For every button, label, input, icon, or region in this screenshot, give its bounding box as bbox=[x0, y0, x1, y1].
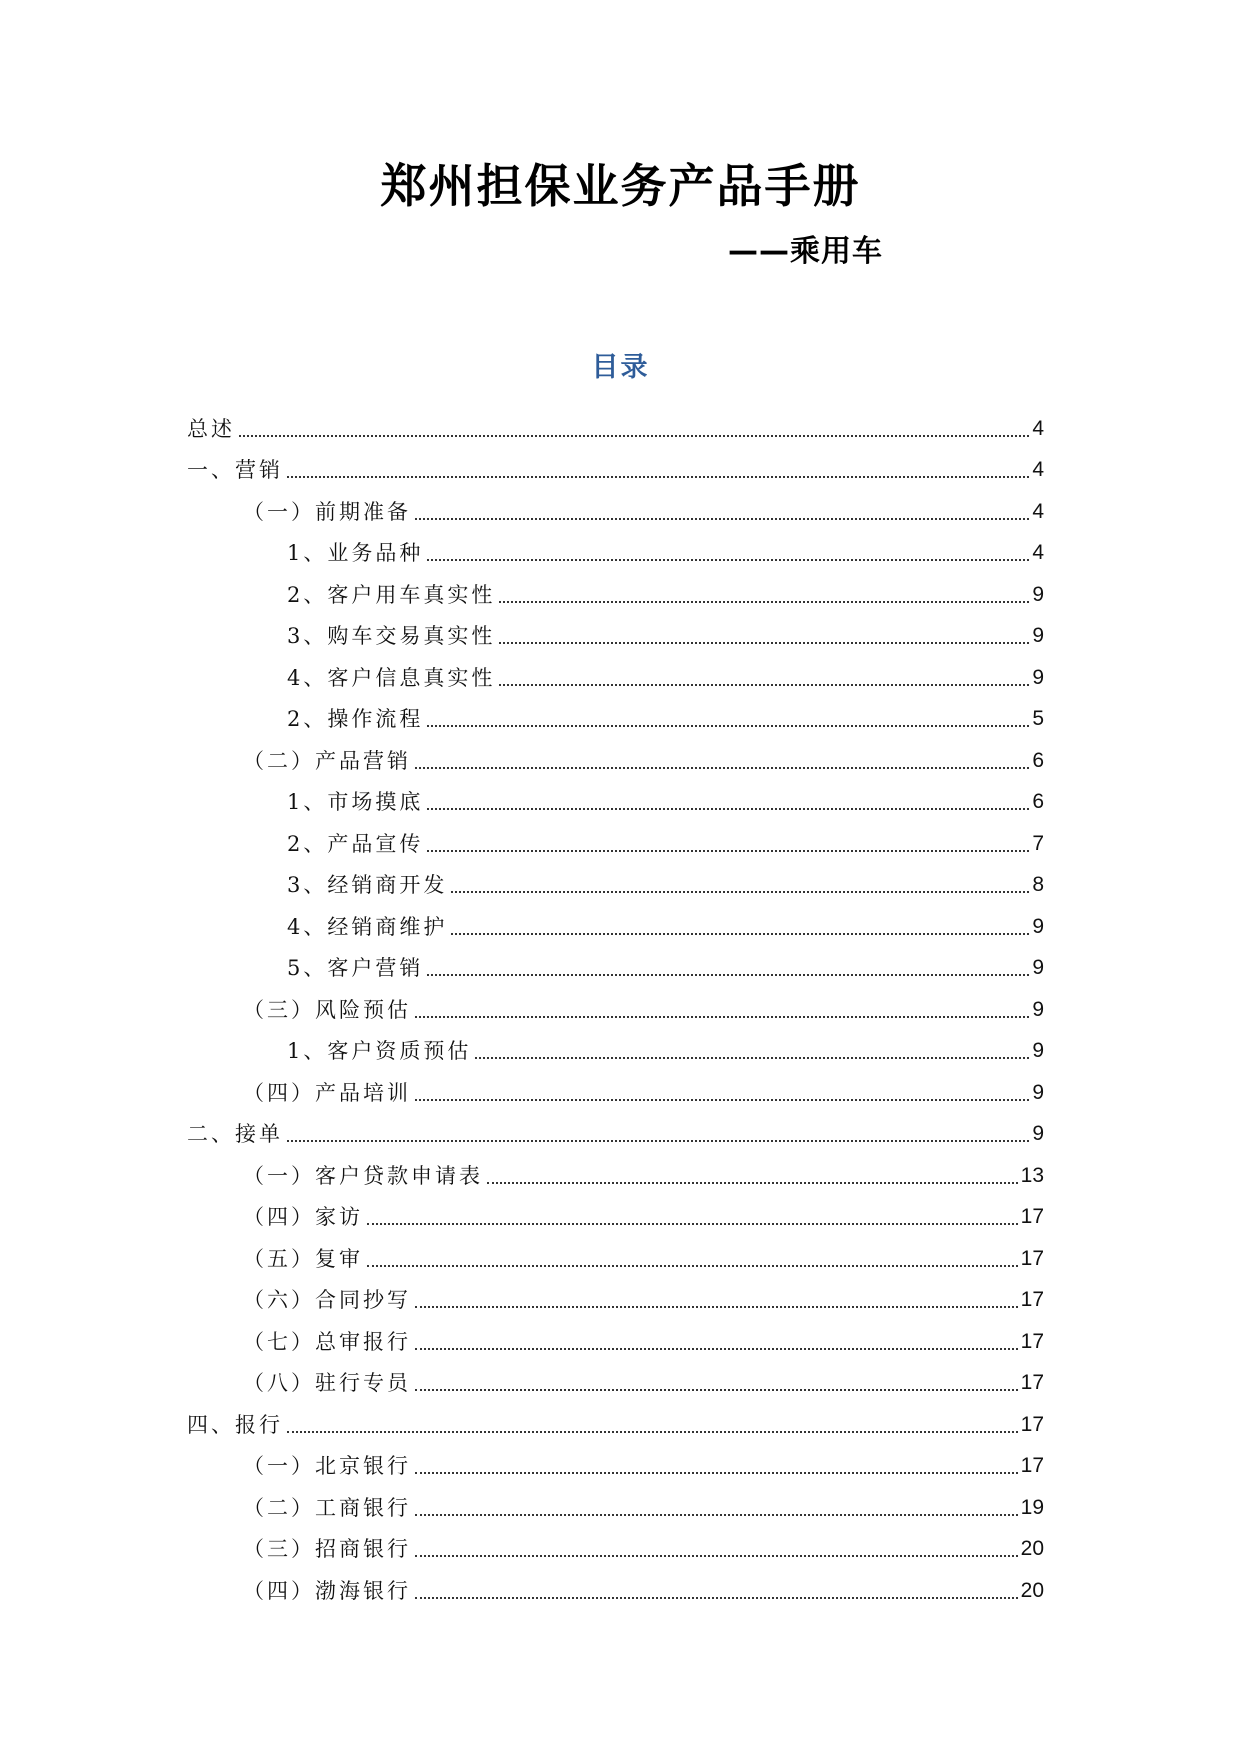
toc-entry[interactable] bbox=[187, 569, 1044, 611]
toc-entry-title: （一）客户贷款申请表 bbox=[243, 1163, 483, 1188]
toc-dot-leader bbox=[367, 1265, 1018, 1267]
toc-entry[interactable] bbox=[187, 1358, 1044, 1400]
toc-dot-leader bbox=[427, 559, 1029, 561]
toc-dot-leader bbox=[451, 891, 1029, 893]
toc-entry[interactable] bbox=[187, 860, 1044, 902]
toc-entry-title: （二）工商银行 bbox=[243, 1495, 411, 1520]
toc-entry[interactable] bbox=[187, 1150, 1044, 1192]
toc-entry[interactable] bbox=[187, 984, 1044, 1026]
toc-entry[interactable] bbox=[187, 528, 1044, 570]
toc-entry[interactable] bbox=[187, 694, 1044, 736]
document-subtitle: ——乘用车 bbox=[728, 234, 883, 269]
toc-entry[interactable] bbox=[187, 1275, 1044, 1317]
toc-entry-title: （四）家访 bbox=[243, 1205, 363, 1229]
toc-dot-leader bbox=[487, 1182, 1018, 1184]
toc-dot-leader bbox=[415, 1472, 1018, 1474]
toc-dot-leader bbox=[475, 1057, 1029, 1059]
toc-entry-page-number: 17 bbox=[1020, 1288, 1044, 1311]
toc-heading: 目录 bbox=[591, 352, 650, 383]
toc-dot-leader bbox=[367, 1223, 1018, 1225]
toc-entry[interactable] bbox=[187, 1524, 1044, 1566]
toc-entry-title: （六）合同抄写 bbox=[243, 1288, 411, 1312]
toc-entry-title: （四）渤海银行 bbox=[243, 1578, 411, 1603]
toc-dot-leader bbox=[427, 974, 1029, 976]
toc-entry-page-number: 9 bbox=[1032, 624, 1044, 647]
toc-entry-title: 5、客户营销 bbox=[287, 956, 424, 980]
toc-dot-leader bbox=[287, 1140, 1029, 1142]
toc-entry-page-number: 9 bbox=[1032, 1039, 1044, 1062]
toc-entry-page-number: 17 bbox=[1020, 1246, 1044, 1270]
toc-dot-leader bbox=[427, 850, 1029, 852]
toc-entry-title: （三）风险预估 bbox=[243, 997, 411, 1022]
toc-entry[interactable] bbox=[187, 1192, 1044, 1234]
table-of-contents bbox=[187, 403, 1044, 1607]
toc-entry[interactable] bbox=[187, 901, 1044, 943]
toc-entry-title: （一）前期准备 bbox=[243, 499, 411, 524]
toc-entry-page-number: 9 bbox=[1032, 582, 1044, 606]
toc-dot-leader bbox=[239, 435, 1029, 437]
toc-dot-leader bbox=[415, 1306, 1018, 1308]
toc-entry-page-number: 17 bbox=[1020, 1412, 1044, 1436]
toc-entry-title: 1、业务品种 bbox=[287, 541, 424, 565]
toc-entry-title: （二）产品营销 bbox=[243, 748, 411, 773]
toc-entry-page-number: 20 bbox=[1020, 1578, 1044, 1602]
toc-dot-leader bbox=[415, 1514, 1018, 1516]
toc-entry-page-number: 9 bbox=[1032, 997, 1044, 1021]
toc-dot-leader bbox=[415, 1099, 1029, 1101]
toc-entry[interactable] bbox=[187, 652, 1044, 694]
toc-entry-page-number: 13 bbox=[1020, 1163, 1044, 1187]
toc-entry[interactable] bbox=[187, 818, 1044, 860]
toc-entry-page-number: 9 bbox=[1032, 1080, 1044, 1104]
toc-entry-page-number: 4 bbox=[1032, 416, 1044, 440]
toc-dot-leader bbox=[499, 684, 1029, 686]
toc-entry-page-number: 4 bbox=[1032, 458, 1044, 481]
toc-entry[interactable] bbox=[187, 403, 1044, 445]
toc-entry-title: 3、购车交易真实性 bbox=[287, 624, 496, 648]
toc-entry-title: （五）复审 bbox=[243, 1246, 363, 1271]
toc-dot-leader bbox=[415, 1597, 1018, 1599]
toc-dot-leader bbox=[415, 1348, 1018, 1350]
toc-entry-title: （七）总审报行 bbox=[243, 1329, 411, 1354]
toc-entry[interactable] bbox=[187, 1233, 1044, 1275]
toc-entry-page-number: 20 bbox=[1020, 1537, 1044, 1560]
toc-entry[interactable] bbox=[187, 1482, 1044, 1524]
toc-entry-page-number: 19 bbox=[1020, 1495, 1044, 1519]
toc-entry[interactable] bbox=[187, 1399, 1044, 1441]
toc-entry-page-number: 5 bbox=[1032, 707, 1044, 730]
toc-entry-page-number: 9 bbox=[1032, 914, 1044, 938]
toc-entry[interactable] bbox=[187, 1026, 1044, 1068]
toc-entry[interactable] bbox=[187, 943, 1044, 985]
toc-entry-page-number: 17 bbox=[1020, 1371, 1044, 1394]
toc-entry-title: （三）招商银行 bbox=[243, 1537, 411, 1561]
toc-entry-page-number: 9 bbox=[1032, 1122, 1044, 1145]
toc-entry-page-number: 17 bbox=[1020, 1454, 1044, 1477]
toc-entry[interactable] bbox=[187, 1109, 1044, 1151]
toc-dot-leader bbox=[427, 725, 1029, 727]
toc-entry-page-number: 8 bbox=[1032, 873, 1044, 896]
toc-entry-title: 4、客户信息真实性 bbox=[287, 665, 496, 690]
toc-entry-title: 4、经销商维护 bbox=[287, 914, 448, 939]
toc-entry-title: 二、接单 bbox=[187, 1122, 283, 1146]
toc-entry-title: 2、操作流程 bbox=[287, 707, 424, 731]
toc-entry-page-number: 6 bbox=[1032, 748, 1044, 772]
toc-dot-leader bbox=[451, 933, 1029, 935]
toc-dot-leader bbox=[415, 518, 1029, 520]
toc-entry-title: 2、客户用车真实性 bbox=[287, 582, 496, 607]
toc-entry[interactable] bbox=[187, 611, 1044, 653]
document-title: 郑州担保业务产品手册 bbox=[380, 159, 861, 213]
toc-entry[interactable] bbox=[187, 1565, 1044, 1607]
toc-entry-page-number: 17 bbox=[1020, 1205, 1044, 1228]
toc-entry[interactable] bbox=[187, 1316, 1044, 1358]
toc-entry[interactable] bbox=[187, 735, 1044, 777]
toc-entry-title: 2、产品宣传 bbox=[287, 831, 424, 856]
toc-entry-page-number: 9 bbox=[1032, 956, 1044, 979]
toc-entry[interactable] bbox=[187, 486, 1044, 528]
toc-entry-title: 总述 bbox=[187, 416, 235, 441]
toc-entry-title: （八）驻行专员 bbox=[243, 1371, 411, 1395]
toc-entry-page-number: 7 bbox=[1032, 831, 1044, 855]
toc-dot-leader bbox=[287, 1431, 1018, 1433]
toc-entry-title: 1、市场摸底 bbox=[287, 790, 424, 814]
toc-entry[interactable] bbox=[187, 1441, 1044, 1483]
toc-entry-page-number: 9 bbox=[1032, 665, 1044, 689]
toc-entry-page-number: 4 bbox=[1032, 499, 1044, 523]
toc-entry-title: 1、客户资质预估 bbox=[287, 1039, 472, 1063]
toc-dot-leader bbox=[415, 1389, 1018, 1391]
toc-entry-title: 3、经销商开发 bbox=[287, 873, 448, 897]
toc-dot-leader bbox=[415, 767, 1029, 769]
toc-dot-leader bbox=[499, 601, 1029, 603]
toc-dot-leader bbox=[427, 808, 1029, 810]
toc-entry-title: 四、报行 bbox=[187, 1412, 283, 1437]
toc-dot-leader bbox=[287, 476, 1029, 478]
toc-entry-page-number: 6 bbox=[1032, 790, 1044, 813]
toc-entry[interactable] bbox=[187, 777, 1044, 819]
toc-entry[interactable] bbox=[187, 1067, 1044, 1109]
toc-entry-page-number: 17 bbox=[1020, 1329, 1044, 1353]
toc-entry-page-number: 4 bbox=[1032, 541, 1044, 564]
toc-entry-title: （一）北京银行 bbox=[243, 1454, 411, 1478]
toc-entry[interactable] bbox=[187, 445, 1044, 487]
toc-dot-leader bbox=[499, 642, 1029, 644]
toc-dot-leader bbox=[415, 1016, 1029, 1018]
toc-entry-title: 一、营销 bbox=[187, 458, 283, 482]
toc-entry-title: （四）产品培训 bbox=[243, 1080, 411, 1105]
toc-dot-leader bbox=[415, 1555, 1018, 1557]
